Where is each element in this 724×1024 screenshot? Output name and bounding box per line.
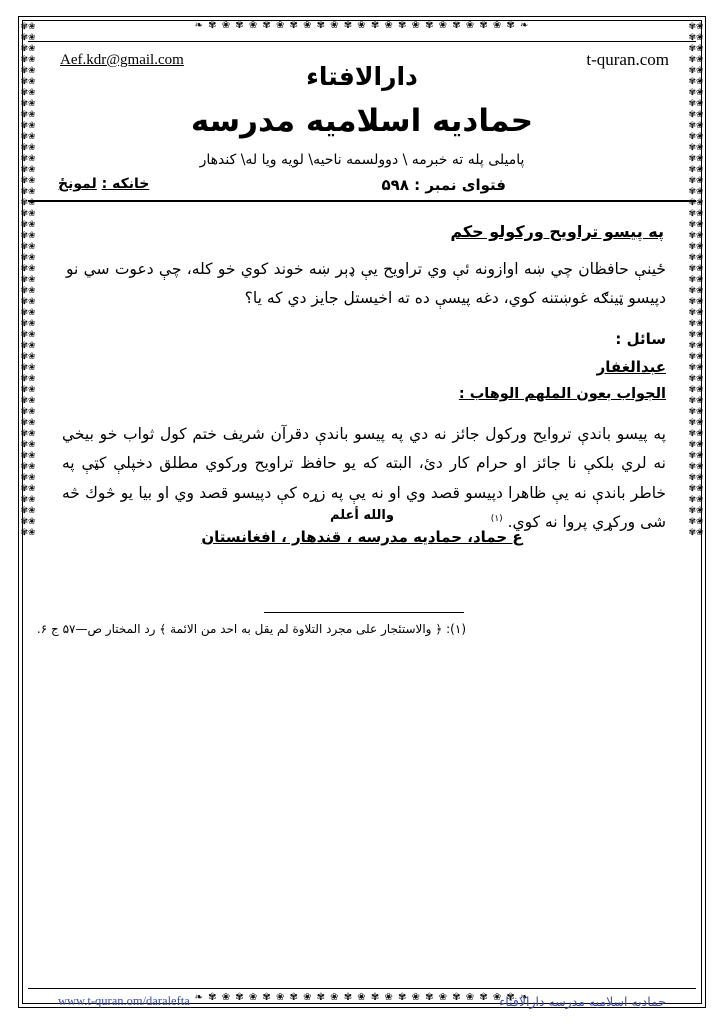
header-top-rule [28, 41, 696, 42]
website-url: t-quran.com [586, 50, 669, 69]
answer-body: په پيسو باندې تروايح وركول جائز نه دي په پيسو باندې دقرآن شريف ختم كول ثواب خو بيخي نه لري بلكې نا جائز او حرام كار دئ، البته كه يو حافظ تراويح وركوي مطلق دخپلې كټې په خاطر باندې نه يې ظاهرا دپيسو قصد وي او نه يې په زړه كې دپيسو قصد وي او بيا يو څوك څه شى وركړي پروا نه كوي. [62, 425, 666, 532]
footnote-rule [264, 612, 464, 613]
footer-madrasa-name: حماديه اسلاميه مدرسه دارالافتاء [499, 994, 666, 1009]
fatwa-number-label: فتوای نمبر : [414, 176, 506, 194]
answer-title: الجواب بعون الملهم الوهاب : [458, 386, 666, 402]
contact-email: Aef.kdr@gmail.com [60, 52, 184, 68]
question-text: ځينې حافظان چي ښه اوازونه ئې وي تراويح يې ډېر ښه خوند كوي خو كله، چې دعوت سي نو دپيسو ټينګه غوښتنه كوي، دغه پيسې ده ته اخيستل جايز دي كه يا؟ [66, 260, 666, 307]
fatwa-number-value: ۵۹۸ [381, 176, 409, 194]
question-title: په پيسو تراويح وركولو حكم [450, 222, 664, 241]
footnote-marker: (۱) [490, 514, 503, 525]
ornament-bottom: ❧ ✾ ❀ ✾ ❀ ✾ ❀ ✾ ❀ ✾ ❀ ✾ ❀ ✾ ❀ ✾ ❀ ✾ ❀ ✾ ❀ ✾ ❀ ✾ ❧ [194, 992, 530, 1003]
ornament-left: ❀✾❀✾❀✾❀✾❀✾❀✾❀✾❀✾❀✾❀✾❀✾❀✾❀✾❀✾❀✾❀✾❀✾❀✾❀✾❀✾❀✾❀✾❀✾❀✾❀✾❀✾❀✾❀✾❀✾❀✾❀✾❀✾❀✾❀✾❀✾❀✾❀✾❀✾❀✾❀✾❀✾❀✾❀✾❀✾❀✾❀✾❀✾ [20, 22, 36, 538]
madrasa-name: حمادیه اسلامیه مدرسه [190, 103, 534, 139]
category-value: لمونځ [58, 176, 97, 192]
asker-name: عبدالغفار [596, 358, 666, 376]
ornament-right: ❀✾❀✾❀✾❀✾❀✾❀✾❀✾❀✾❀✾❀✾❀✾❀✾❀✾❀✾❀✾❀✾❀✾❀✾❀✾❀✾❀✾❀✾❀✾❀✾❀✾❀✾❀✾❀✾❀✾❀✾❀✾❀✾❀✾❀✾❀✾❀✾❀✾❀✾❀✾❀✾❀✾❀✾❀✾❀✾❀✾❀✾❀✾ [688, 22, 704, 538]
category-field [58, 176, 149, 192]
wallahu-alam: والله أعلم [330, 508, 394, 523]
madrasa-address: پاميلى پله ته خبرمه \ دوولسمه ناحيه\ لويه ويا له\ كندهار [199, 152, 525, 168]
category-label: خانکه : [101, 176, 150, 192]
ornament-top: ❧ ✾ ❀ ✾ ❀ ✾ ❀ ✾ ❀ ✾ ❀ ✾ ❀ ✾ ❀ ✾ ❀ ✾ ❀ ✾ ❀ ✾ ❀ ✾ ❧ [194, 20, 530, 31]
asker-label: سائل : [615, 330, 666, 348]
signature-text: ع حماد، حماديه مدرسه ، قندهار ، افغانستان [201, 528, 523, 546]
header-bottom-rule [28, 200, 696, 202]
signature-line [0, 528, 724, 546]
fatwa-number [381, 176, 506, 194]
footnote-text: (۱): ﴿ والاستئجار على مجرد التلاوة لم يقل به احد من الائمة ﴾ رد المختار ص—۵۷ ج ۶. [36, 622, 466, 636]
darul-ifta-title: دارالافتاء [306, 62, 418, 91]
footer-site-link[interactable]: www.t-quran.om/daralefta [58, 994, 190, 1008]
footer-rule [28, 988, 696, 989]
